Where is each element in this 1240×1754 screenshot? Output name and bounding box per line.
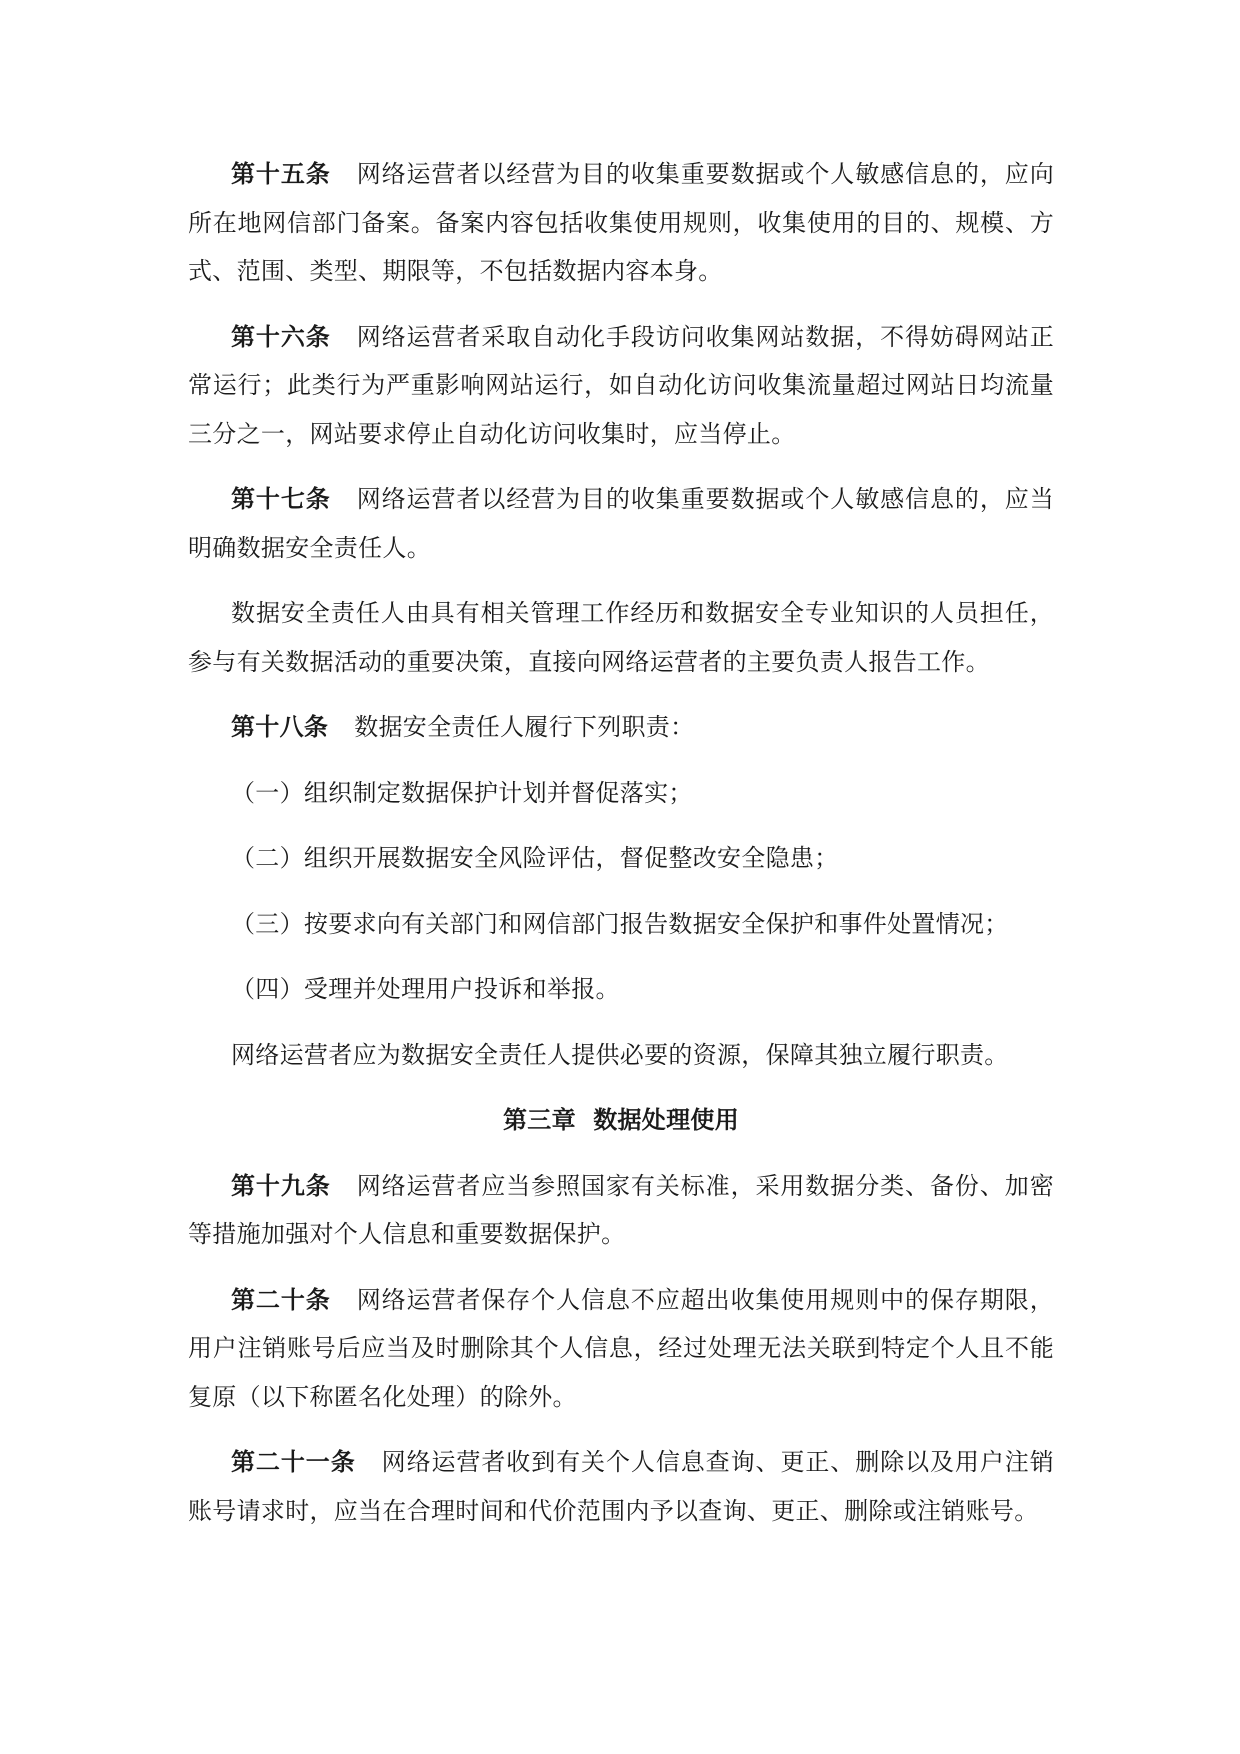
article-text: 网络运营者采取自动化手段访问收集网站数据，不得妨碍网站正常运行；此类行为严重影响网站运行，如自动化访问收集流量超过网站日均流量三分之一，网站要求停止自动化访问收集时，应当停止。: [188, 322, 1054, 448]
article-18-closing: [188, 1031, 1054, 1080]
article-text: 网络运营者收到有关个人信息查询、更正、删除以及用户注销账号请求时，应当在合理时间和代价范围内予以查询、更正、删除或注销账号。: [188, 1448, 1055, 1525]
article-label: 第十七条: [231, 484, 331, 513]
article-18: [188, 703, 1054, 752]
article-text: 网络运营者应当参照国家有关标准，采用数据分类、备份、加密等措施加强对个人信息和重要数据保护。: [188, 1171, 1054, 1248]
list-item-text: （二）组织开展数据安全风险评估，督促整改安全隐患；: [231, 844, 839, 872]
list-item-text: （三）按要求向有关部门和网信部门报告数据安全保护和事件处置情况；: [231, 909, 1009, 938]
article-17-paragraph-2: [188, 589, 1054, 686]
article-19: [188, 1162, 1054, 1259]
article-text: 网络运营者保存个人信息不应超出收集使用规则中的保存期限，用户注销账号后应当及时删除其个人信息，经过处理无法关联到特定个人且不能复原（以下称匿名化处理）的除外。: [188, 1285, 1054, 1411]
chapter-title: 第三章 数据处理使用: [502, 1105, 739, 1134]
article-label: 第十五条: [231, 159, 331, 188]
article-label: 第二十一条: [231, 1447, 356, 1476]
article-16: [188, 313, 1054, 459]
article-17: [188, 475, 1054, 572]
list-item-text: （一）组织制定数据保护计划并督促落实；: [231, 778, 693, 807]
duty-item-3: [188, 900, 1054, 949]
duty-item-2: [188, 834, 1054, 883]
duty-item-4: [188, 965, 1054, 1014]
paragraph-text: 数据安全责任人由具有相关管理工作经历和数据安全专业知识的人员担任，参与有关数据活动的重要决策，直接向网络运营者的主要负责人报告工作。: [188, 599, 1054, 676]
list-item-text: （四）受理并处理用户投诉和举报。: [231, 975, 620, 1003]
article-label: 第十九条: [231, 1170, 331, 1200]
document-body: [188, 150, 1054, 1552]
article-15: [188, 150, 1054, 296]
article-label: 第二十条: [231, 1284, 331, 1314]
article-21: [188, 1438, 1054, 1535]
article-text: 网络运营者以经营为目的收集重要数据或个人敏感信息的，应当明确数据安全责任人。: [188, 485, 1054, 562]
article-text: 网络运营者以经营为目的收集重要数据或个人敏感信息的，应向所在地网信部门备案。备案内容包括收集使用规则，收集使用的目的、规模、方式、范围、类型、期限等，不包括数据内容本身。: [188, 160, 1054, 285]
article-20: [188, 1276, 1054, 1422]
article-label: 第十八条: [231, 712, 329, 741]
duty-item-1: [188, 769, 1054, 818]
article-text: 数据安全责任人履行下列职责：: [354, 713, 695, 741]
paragraph-text: 网络运营者应为数据安全责任人提供必要的资源，保障其独立履行职责。: [231, 1040, 1009, 1069]
article-label: 第十六条: [231, 321, 331, 351]
